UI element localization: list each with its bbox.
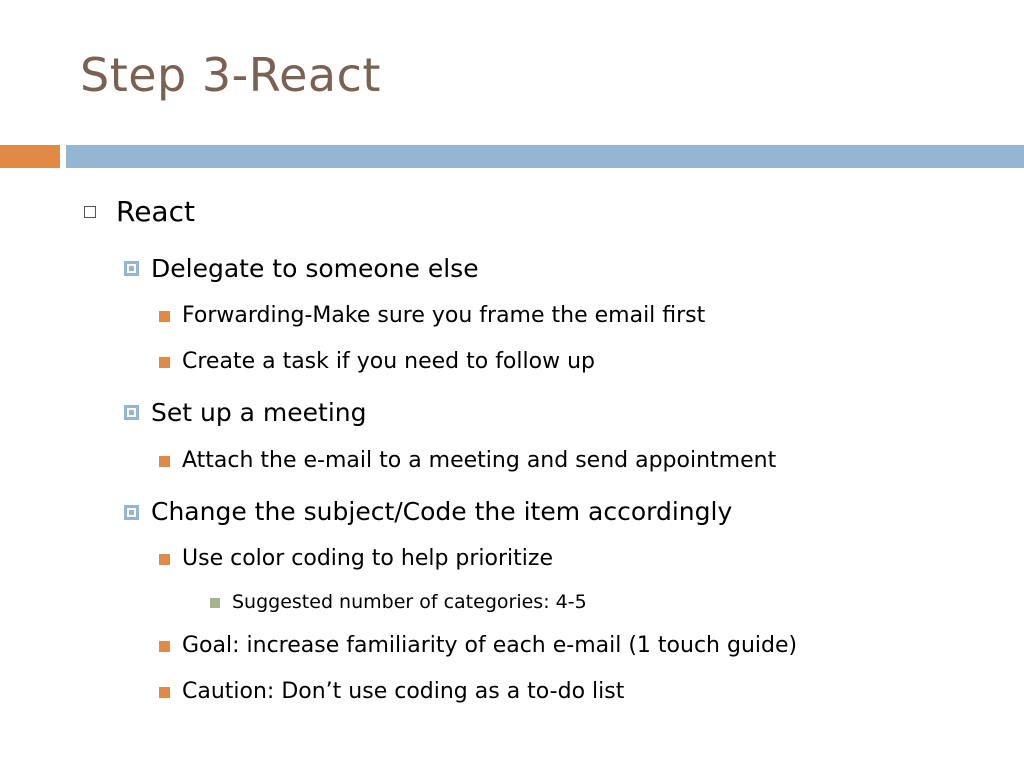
bullet-delegate: Delegate to someone else: [151, 254, 479, 283]
accent-bar-orange: [0, 145, 60, 168]
orange-square-bullet-icon: [159, 554, 170, 565]
bullet-change-subject: Change the subject/Code the item accordingly: [151, 497, 733, 526]
framed-square-bullet-icon: [124, 505, 139, 520]
bullet-create-task: Create a task if you need to follow up: [182, 349, 595, 374]
orange-square-bullet-icon: [159, 687, 170, 698]
accent-bar-blue: [66, 145, 1024, 168]
slide-title: Step 3-React: [80, 48, 381, 102]
framed-square-bullet-icon: [124, 405, 139, 420]
bullet-react: React: [116, 195, 195, 228]
orange-square-bullet-icon: [159, 456, 170, 467]
orange-square-bullet-icon: [159, 357, 170, 368]
bullet-color-coding: Use color coding to help prioritize: [182, 546, 553, 571]
bullet-meeting: Set up a meeting: [151, 398, 367, 427]
bullet-attach: Attach the e-mail to a meeting and send appointment: [182, 448, 777, 473]
bullet-forwarding: Forwarding-Make sure you frame the email first: [182, 303, 706, 328]
orange-square-bullet-icon: [159, 311, 170, 322]
hollow-square-bullet-icon: [84, 206, 96, 218]
bullet-goal: Goal: increase familiarity of each e-mail (1 touch guide): [182, 633, 798, 658]
bullet-caution: Caution: Don’t use coding as a to-do list: [182, 679, 625, 704]
green-square-bullet-icon: [210, 598, 220, 608]
bullet-suggested-categories: Suggested number of categories: 4-5: [232, 591, 587, 613]
orange-square-bullet-icon: [159, 641, 170, 652]
framed-square-bullet-icon: [124, 261, 139, 276]
